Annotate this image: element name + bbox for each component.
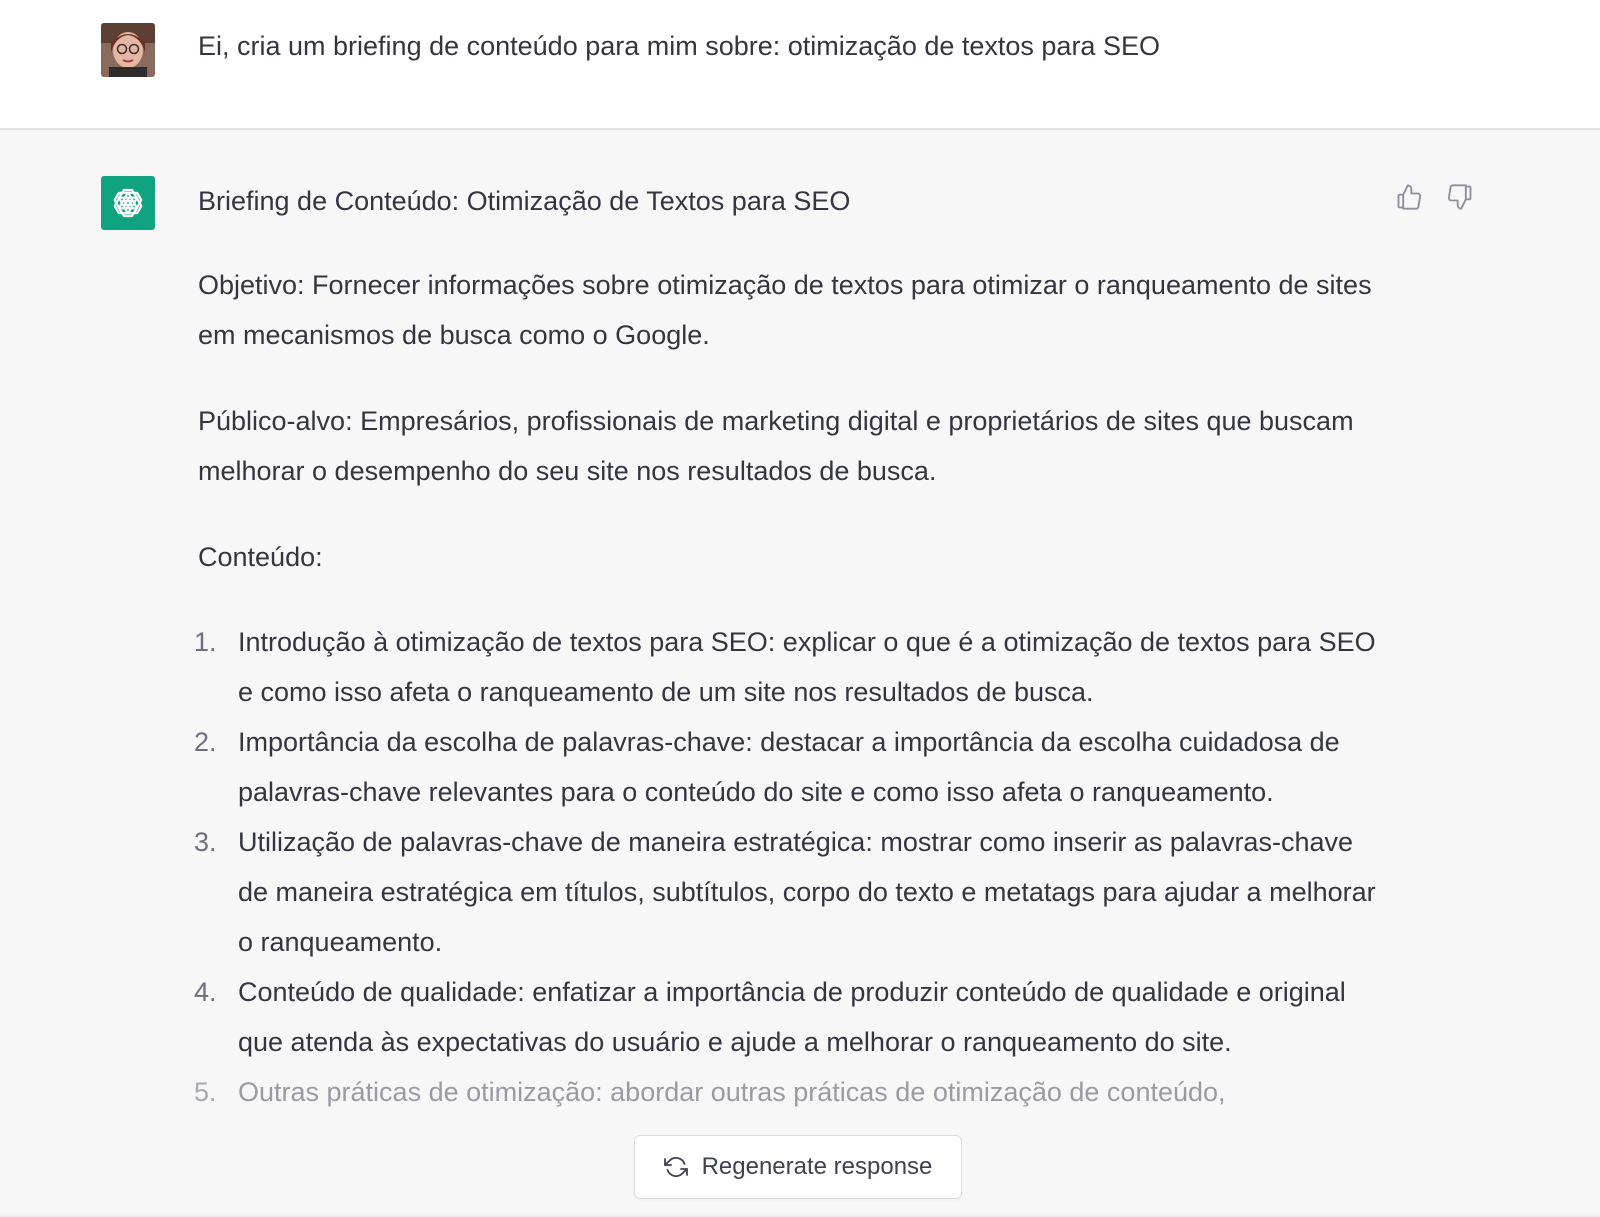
briefing-title: Briefing de Conteúdo: Otimização de Textos para SEO xyxy=(198,186,851,216)
list-item-number: 5. xyxy=(194,1077,217,1107)
list-item xyxy=(194,717,1388,817)
contents-list xyxy=(194,617,1388,1117)
list-item-number: 4. xyxy=(194,977,217,1007)
list-item-text: Importância da escolha de palavras-chave: destacar a importância da escolha cuidadosa de palavras-chave relevantes para o conteúdo do site e como isso afeta o ranqueamento. xyxy=(238,727,1340,807)
list-item xyxy=(194,817,1388,967)
thumbs-up-button[interactable] xyxy=(1392,180,1426,214)
thumbs-up-icon xyxy=(1395,183,1423,211)
list-item xyxy=(194,1067,1388,1117)
regenerate-response-button[interactable] xyxy=(634,1135,962,1199)
assistant-message-row xyxy=(0,130,1600,1217)
user-avatar xyxy=(101,23,155,77)
thumbs-down-icon xyxy=(1446,183,1474,211)
user-message-text: Ei, cria um briefing de conteúdo para mim sobre: otimização de textos para SEO xyxy=(198,31,1160,61)
chatgpt-logo-icon xyxy=(101,176,155,230)
list-item-text: Conteúdo de qualidade: enfatizar a importância de produzir conteúdo de qualidade e original que atenda às expectativas do usuário e ajude a melhorar o ranqueamento do site. xyxy=(238,977,1346,1057)
list-item-text: Outras práticas de otimização: abordar outras práticas de otimização de conteúdo, xyxy=(238,1077,1226,1107)
regenerate-label: Regenerate response xyxy=(701,1153,933,1180)
list-item-number: 3. xyxy=(194,827,217,857)
contents-label: Conteúdo: xyxy=(198,542,323,572)
assistant-message-content xyxy=(194,178,1388,1117)
audience-paragraph: Público-alvo: Empresários, profissionais de marketing digital e proprietários de sites que buscam melhorar o desempenho do seu site nos resultados de busca. xyxy=(198,406,1354,486)
objective-paragraph: Objetivo: Fornecer informações sobre otimização de textos para otimizar o ranqueamento de sites em mecanismos de busca como o Google. xyxy=(198,270,1372,350)
thumbs-down-button[interactable] xyxy=(1443,180,1477,214)
user-message-row xyxy=(0,0,1600,130)
list-item-number: 1. xyxy=(194,627,217,657)
list-item-text: Utilização de palavras-chave de maneira estratégica: mostrar como inserir as palavras-chave de maneira estratégica em títulos, subtítulos, corpo do texto e metatags para ajudar a melhorar o ranqueamento. xyxy=(238,827,1376,957)
list-item xyxy=(194,967,1388,1067)
list-item-text: Introdução à otimização de textos para SEO: explicar o que é a otimização de textos para SEO e como isso afeta o ranqueamento de um site nos resultados de busca. xyxy=(238,627,1376,707)
refresh-icon xyxy=(664,1155,688,1179)
list-item-number: 2. xyxy=(194,727,217,757)
list-item xyxy=(194,617,1388,717)
bottom-edge xyxy=(0,1213,1600,1217)
